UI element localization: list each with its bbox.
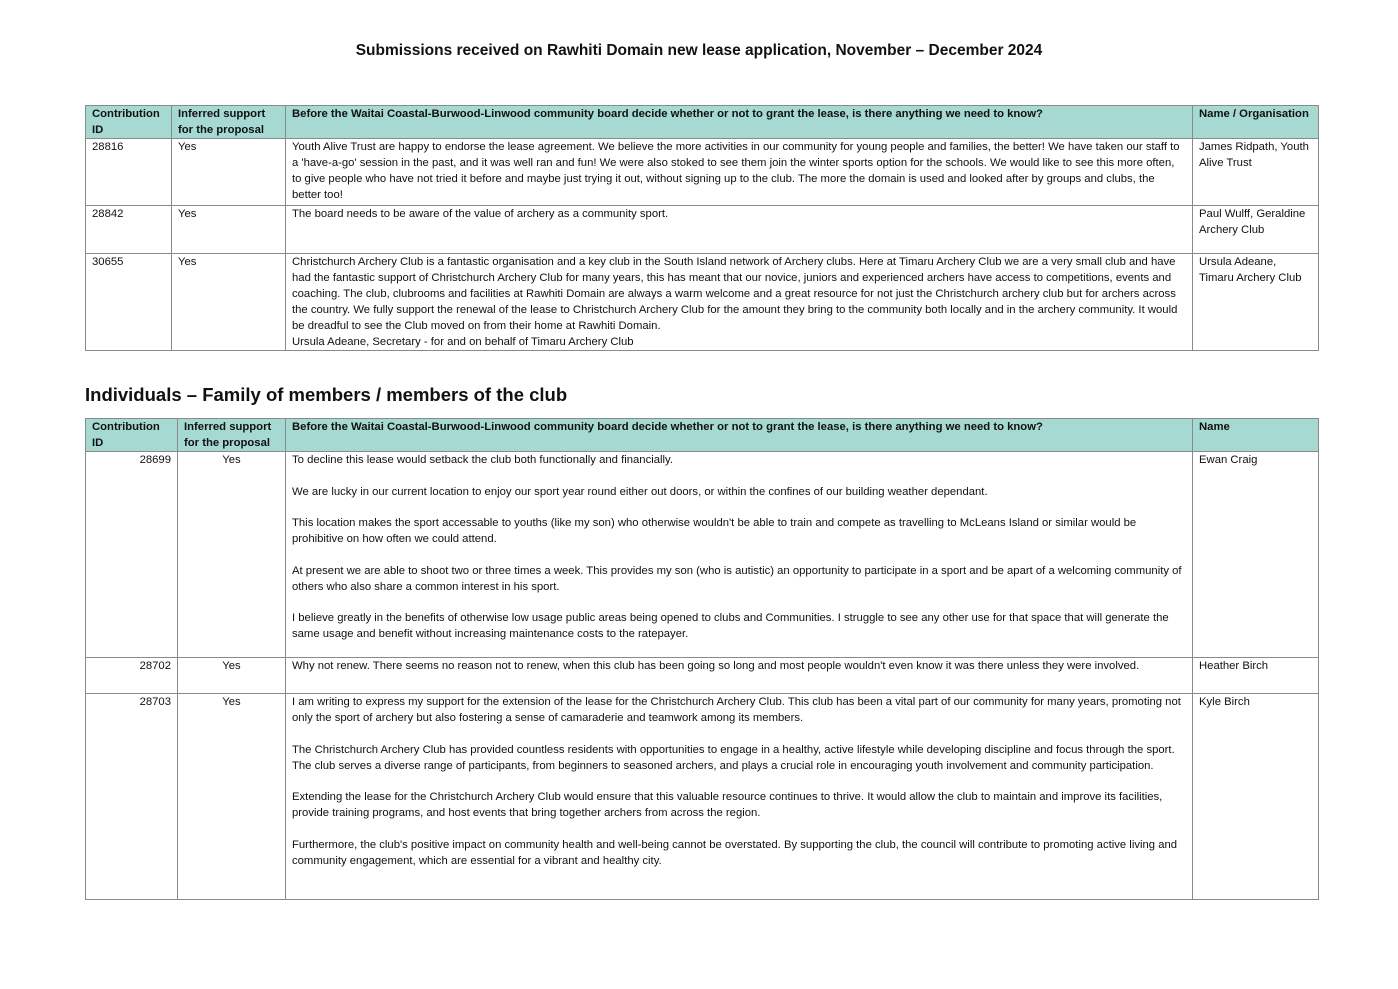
cell-name: Kyle Birch [1193,694,1319,900]
cell-comment [286,658,1193,694]
submissions-table-organisations [85,105,1319,351]
cell-support: Yes [172,139,286,206]
comment-paragraph: Why not renew. There seems no reason not to renew, when this club has been going so long and most people wouldn't even know it was there unless they were involved. [292,660,1140,672]
cell-contribution-id: 28703 [86,694,178,900]
comment-paragraph: The Christchurch Archery Club has provided countless residents with opportunities to engage in a healthy, active lifestyle while developing discipline and focus through the sport. The club serves a diverse range of participants, from beginners to seasoned archers, and plays a crucial role in encouraging youth involvement and community participation. [292,743,1175,772]
section-heading-individuals: Individuals – Family of members / members of the club [85,384,568,405]
cell-contribution-id: 28842 [86,206,172,254]
comment-paragraph: At present we are able to shoot two or three times a week. This provides my son (who is autistic) an opportunity to participate in a sport and be apart of a welcoming community of others who also share a common interest in his sport. [292,564,1182,593]
header-question: Before the Waitai Coastal-Burwood-Linwood community board decide whether or not to grant the lease, is there anything we need to know? [286,419,1193,452]
cell-comment: Youth Alive Trust are happy to endorse the lease agreement. We believe the more activities in our community for young people and families, the better! We have taken our staff to a 'have-a-go' session in the past, and it was well ran and fun! We were also stoked to see them join the winter sports option for the schools. We would like to see this more often, to give people who have not tried it before and maybe just trying it out, without signing up to the club. The more the domain is used and looked after by groups and clubs, the better too! [286,139,1193,206]
table-row [86,254,1319,351]
table-row [86,206,1319,254]
comment-signature: Ursula Adeane, Secretary - for and on behalf of Timaru Archery Club [292,336,634,348]
header-question: Before the Waitai Coastal-Burwood-Linwood community board decide whether or not to grant the lease, is there anything we need to know? [286,106,1193,139]
comment-paragraph: Extending the lease for the Christchurch Archery Club would ensure that this valuable resource continues to thrive. It would allow the club to maintain and improve its facilities, provide training programs, and host events that bring together archers from across the region. [292,791,1163,819]
header-inferred-support: Inferred support for the proposal [178,419,286,452]
comment-paragraph: I am writing to express my support for the extension of the lease for the Christchurch Archery Club. This club has been a vital part of our community for many years, promoting not only the sport of archery but also fostering a sense of camaraderie and teamwork among its members. [292,696,1181,724]
cell-name: Paul Wulff, Geraldine Archery Club [1193,206,1319,254]
cell-support: Yes [178,452,286,658]
cell-name: Ursula Adeane, Timaru Archery Club [1193,254,1319,351]
comment-paragraph: To decline this lease would setback the club both functionally and financially. [292,454,673,466]
table-header-row [86,419,1319,452]
cell-contribution-id: 30655 [86,254,172,351]
cell-comment [286,452,1193,658]
cell-name: James Ridpath, Youth Alive Trust [1193,139,1319,206]
header-name-organisation: Name / Organisation [1193,106,1319,139]
cell-comment [286,254,1193,351]
cell-name: Ewan Craig [1193,452,1319,658]
cell-contribution-id: 28816 [86,139,172,206]
table-header-row [86,106,1319,139]
page-title: Submissions received on Rawhiti Domain new lease application, November – December 2024 [355,42,1043,59]
cell-contribution-id: 28699 [86,452,178,658]
comment-paragraph: We are lucky in our current location to enjoy our sport year round either out doors, or within the confines of our building weather dependant. [292,485,988,498]
cell-name: Heather Birch [1193,658,1319,694]
table-row [86,658,1319,694]
cell-contribution-id: 28702 [86,658,178,694]
comment-paragraph: This location makes the sport accessable to youths (like my son) who otherwise wouldn't be able to train and compete as travelling to McLeans Island or similar would be prohibitive on how often we could attend. [292,517,1137,545]
cell-support: Yes [172,206,286,254]
cell-comment: The board needs to be aware of the value of archery as a community sport. [286,206,1193,254]
comment-paragraph: Christchurch Archery Club is a fantastic organisation and a key club in the South Island network of Archery clubs. Here at Timaru Archery Club we are a very small club and have had the fantastic support of Christchurch Archery Club for many years, this has meant that our novice, juniors and experienced archers have access to competitions, events and coaching. The club, clubrooms and facilities at Rawhiti Domain are always a warm welcome and a great resource for not just the Christchurch archery club but for archers across the country. We fully support the renewal of the lease to Christchurch Archery Club for the amount they bring to the community both locally and in the archery community. It would be dreadful to see the Club moved on from their home at Rawhiti Domain. [292,256,1178,332]
cell-comment [286,694,1193,900]
table-row [86,139,1319,206]
cell-support: Yes [178,694,286,900]
table-row [86,452,1319,658]
header-inferred-support: Inferred support for the proposal [172,106,286,139]
cell-support: Yes [172,254,286,351]
comment-paragraph: I believe greatly in the benefits of otherwise low usage public areas being opened to clubs and Communities. I struggle to see any other use for that space that will generate the same usage and benefit without increasing maintenance costs to the ratepayer. [292,612,1169,640]
comment-paragraph: Furthermore, the club's positive impact on community health and well-being cannot be overstated. By supporting the club, the council will contribute to promoting active living and community engagement, which are essential for a vibrant and healthy city. [292,838,1178,867]
header-contribution-id: Contribution ID [86,106,172,139]
header-name: Name [1193,419,1319,452]
submissions-table-individuals [85,418,1319,900]
cell-support: Yes [178,658,286,694]
header-contribution-id: Contribution ID [86,419,178,452]
table-row [86,694,1319,900]
